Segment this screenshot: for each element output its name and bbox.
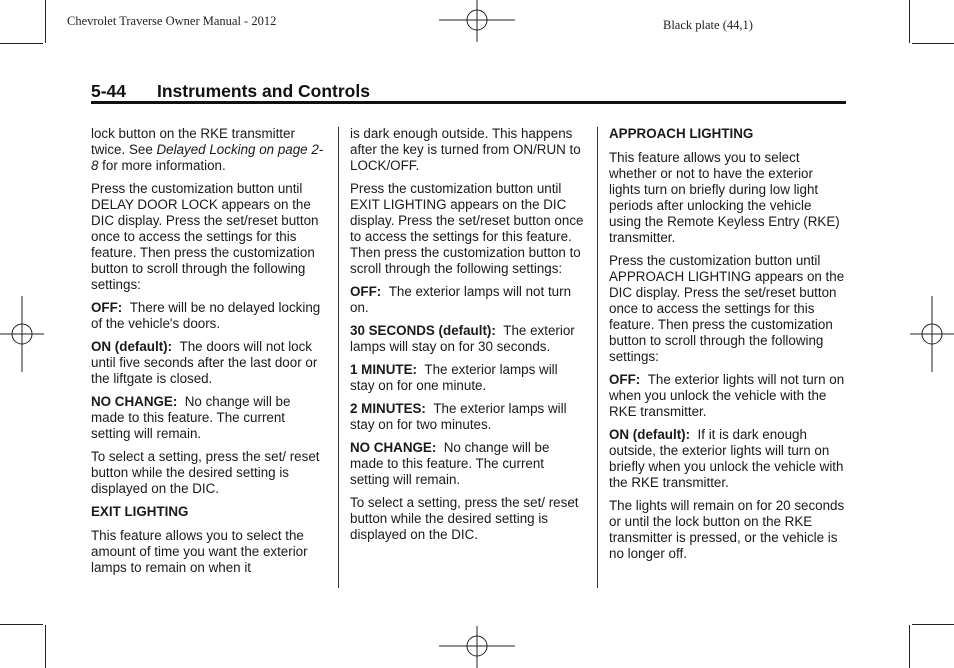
setting-off: OFF: The exterior lights will not turn on when you unlock the vehicle with the RKE transmitter. <box>609 372 845 419</box>
plate-label: Black plate (44,1) <box>663 18 753 32</box>
paragraph: is dark enough outside. This happens after the key is turned from ON/RUN to LOCK/OFF. <box>350 126 581 173</box>
paragraph: lock button on the RKE transmitter twice. See Delayed Locking on page 2-8 for more information. <box>91 126 324 173</box>
section-heading <box>91 81 370 102</box>
paragraph: This feature allows you to select whether or not to have the exterior lights turn on briefly during low light periods after unlocking the vehicle using the Remote Keyless Entry (RKE) transmitter. <box>609 150 840 245</box>
crop-mark <box>0 43 43 44</box>
registration-mark-bottom <box>439 626 515 668</box>
column-1 <box>91 126 326 583</box>
crop-mark <box>909 625 910 668</box>
setting-off: OFF: The exterior lamps will not turn on. <box>350 284 572 315</box>
paragraph: This feature allows you to select the amount of time you want the exterior lamps to remain on when it <box>91 528 308 575</box>
setting-no-change: NO CHANGE: No change will be made to this feature. The current setting will remain. <box>350 440 550 487</box>
section-number: 5-44 <box>91 81 127 101</box>
registration-mark-top <box>439 0 515 42</box>
crop-mark <box>912 624 954 625</box>
crop-mark <box>0 624 43 625</box>
setting-30-seconds: 30 SECONDS (default): The exterior lamps will stay on for 30 seconds. <box>350 323 575 354</box>
setting-2-minutes: 2 MINUTES: The exterior lamps will stay on for two minutes. <box>350 401 567 432</box>
subheading-approach-lighting: APPROACH LIGHTING <box>609 126 754 141</box>
setting-on: ON (default): If it is dark enough outside, the exterior lights will turn on briefly when you unlock the vehicle with the RKE transmitter. <box>609 427 844 490</box>
registration-mark-left <box>0 296 44 372</box>
setting-on: ON (default): The doors will not lock until five seconds after the last door or the liftgate is closed. <box>91 339 318 386</box>
setting-no-change: NO CHANGE: No change will be made to this feature. The current setting will remain. <box>91 394 291 441</box>
paragraph: To select a setting, press the set/ reset button while the desired setting is displayed on the DIC. <box>91 449 320 496</box>
paragraph: To select a setting, press the set/ reset button while the desired setting is displayed on the DIC. <box>350 495 579 542</box>
crop-mark <box>45 625 46 668</box>
setting-1-minute: 1 MINUTE: The exterior lamps will stay on for one minute. <box>350 362 558 393</box>
paragraph: Press the customization button until APPROACH LIGHTING appears on the DIC display. Press the set/reset button once to access the settings for this feature. Then press the customization button to scroll through the following settings: <box>609 253 845 364</box>
cross-reference-link[interactable]: Delayed Locking on page 2-8 <box>91 142 324 173</box>
column-2 <box>350 126 585 550</box>
paragraph: Press the customization button until DELAY DOOR LOCK appears on the DIC display. Press the set/reset button once to access the settings for this feature. Then press the customization button to scroll through the following settings: <box>91 181 319 292</box>
subheading-exit-lighting: EXIT LIGHTING <box>91 504 189 519</box>
crop-mark <box>45 0 46 43</box>
column-divider <box>338 127 339 588</box>
section-title: Instruments and Controls <box>157 81 370 101</box>
column-divider <box>597 127 598 588</box>
column-3 <box>609 126 847 569</box>
section-rule <box>91 101 846 104</box>
crop-mark <box>909 0 910 43</box>
manual-title: Chevrolet Traverse Owner Manual - 2012 <box>67 14 277 28</box>
crop-mark <box>912 43 954 44</box>
paragraph: The lights will remain on for 20 seconds or until the lock button on the RKE transmitter is pressed, or the vehicle is no longer off. <box>609 498 845 561</box>
setting-off: OFF: There will be no delayed locking of the vehicle's doors. <box>91 300 321 331</box>
registration-mark-right <box>910 296 954 372</box>
paragraph: Press the customization button until EXIT LIGHTING appears on the DIC display. Press the set/reset button once to access the settings for this feature. Then press the customization button to scroll through the following settings: <box>350 181 584 276</box>
